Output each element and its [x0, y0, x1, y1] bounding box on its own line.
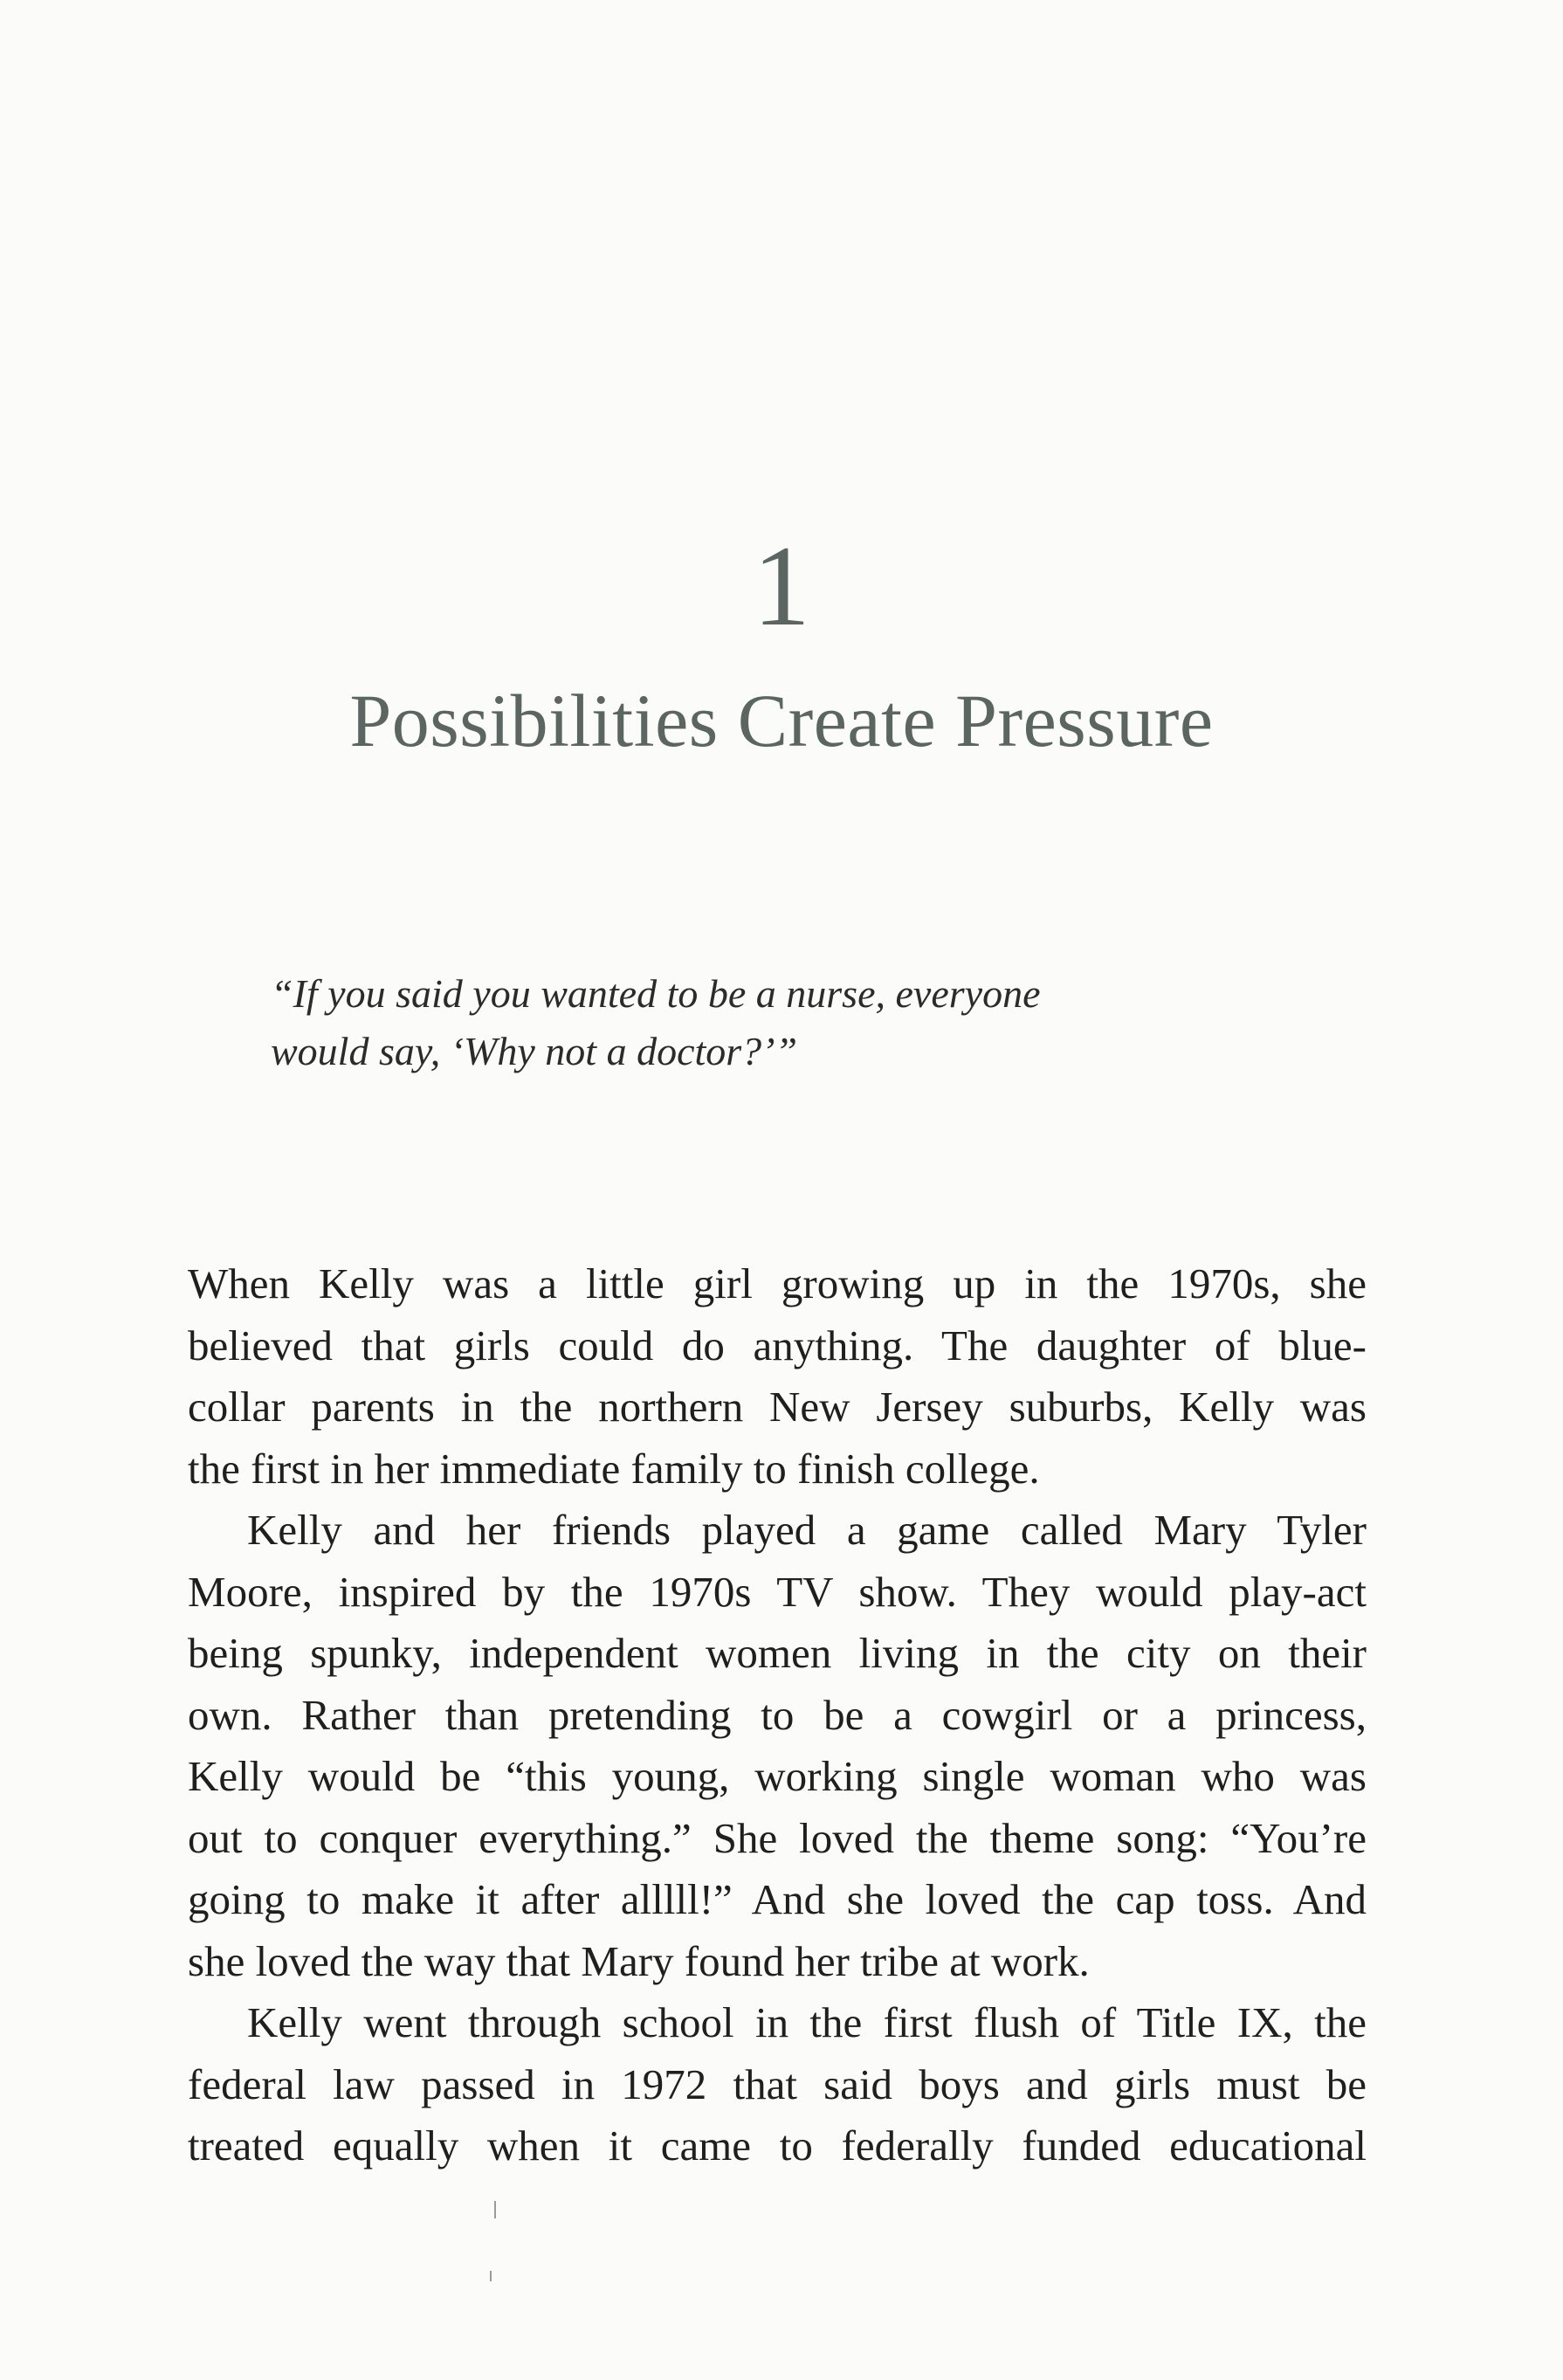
text-line: Moore, inspired by the 1970s TV show. They would play-act — [188, 1567, 1367, 1616]
text-line: going to make it after alllll!” And she loved the cap toss. And — [188, 1875, 1367, 1923]
text-line: out to conquer everything.” She loved the theme song: “You’re — [188, 1813, 1367, 1862]
text-line: being spunky, independent women living in the city on their — [188, 1629, 1367, 1677]
text-line: own. Rather than pretending to be a cowgirl or a princess, — [188, 1690, 1367, 1739]
epigraph-line: “If you said you wanted to be a nurse, everyone — [271, 971, 1041, 1016]
epigraph — [271, 965, 1249, 1080]
scan-speck — [490, 2271, 492, 2281]
text-line: she loved the way that Mary found her tribe at work. — [188, 1936, 1090, 1985]
epigraph-line: would say, ‘Why not a doctor?’” — [271, 1029, 798, 1073]
text-line: the first in her immediate family to finish college. — [188, 1444, 1040, 1493]
text-line: When Kelly was a little girl growing up in the 1970s, she — [188, 1259, 1367, 1307]
chapter-title: Possibilities Create Pressure — [349, 679, 1214, 762]
text-line: believed that girls could do anything. The daughter of blue- — [188, 1321, 1367, 1369]
text-line: collar parents in the northern New Jersey suburbs, Kelly was — [188, 1383, 1367, 1431]
scan-speck — [494, 2201, 496, 2218]
chapter-number: 1 — [753, 521, 810, 650]
body-text — [188, 1253, 1367, 2177]
text-line: treated equally when it came to federally funded educational — [188, 2121, 1367, 2170]
text-line: Kelly and her friends played a game called Mary Tyler — [247, 1506, 1367, 1554]
paragraph-3 — [188, 1992, 1367, 2177]
paragraph-2 — [188, 1500, 1367, 1992]
text-line: federal law passed in 1972 that said boys and girls must be — [188, 2059, 1367, 2108]
text-line: Kelly went through school in the first flush of Title IX, the — [247, 1998, 1367, 2046]
paragraph-1 — [188, 1253, 1367, 1500]
text-line: Kelly would be “this young, working single woman who was — [188, 1752, 1367, 1800]
